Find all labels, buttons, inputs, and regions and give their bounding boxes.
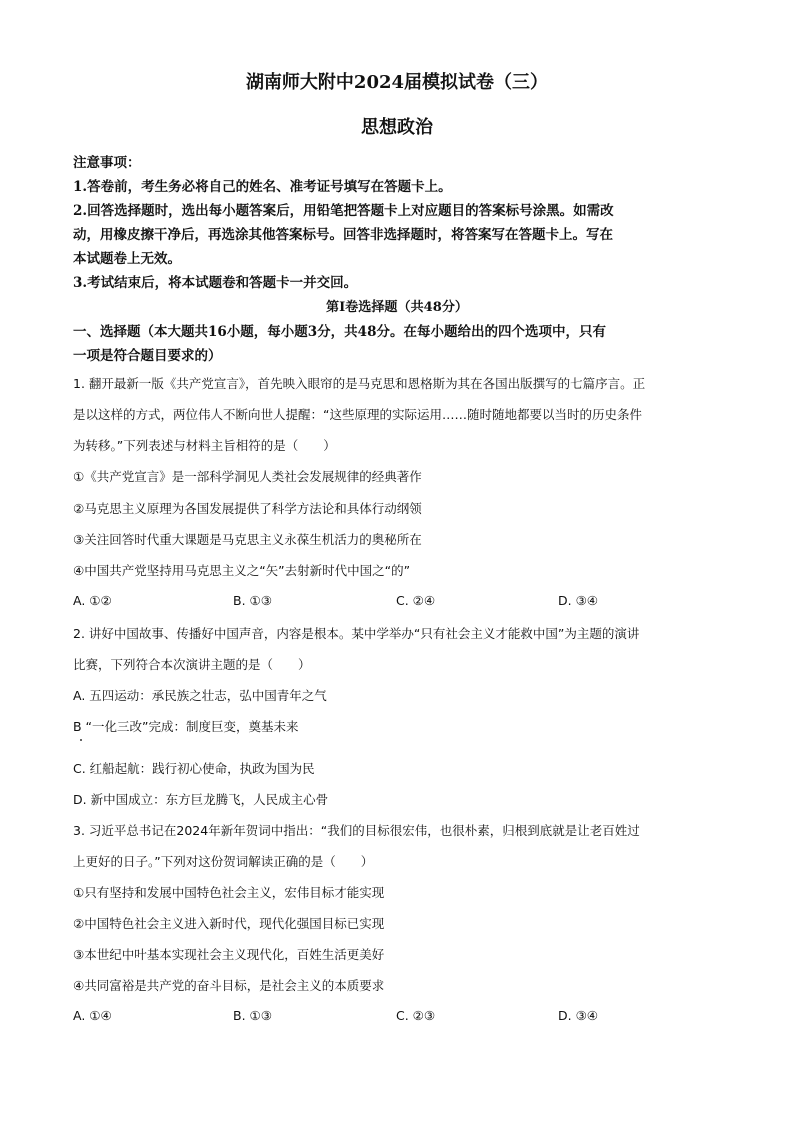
q2-option-a: A. 五四运动：承民族之壮志，弘中国青年之气 — [73, 688, 327, 703]
q3-stem-line-1: 3. 习近平总书记在2024年新年贺词中指出：“我们的目标很宏伟，也很朴素，归根到底就是让老百姓过 — [73, 823, 640, 838]
q1-statement-1: ①《共产党宣言》是一部科学洞见人类社会发展规律的经典著作 — [73, 469, 422, 484]
q3-statement-3: ③本世纪中叶基本实现社会主义现代化，百姓生活更美好 — [73, 947, 385, 962]
section-title: 第Ⅰ卷选择题（共48分） — [325, 300, 469, 315]
q2-option-d: D. 新中国成立：东方巨龙腾飞，人民成主心骨 — [73, 792, 329, 807]
q3-statement-2: ②中国特色社会主义进入新时代，现代化强国目标已实现 — [73, 916, 385, 931]
note-2-line-2: 动，用橡皮擦干净后，再选涂其他答案标号。回答非选择题时，将答案写在答题卡上。写在 — [73, 227, 613, 243]
q1-option-d: D. ③④ — [558, 593, 598, 608]
exam-title: 湖南师大附中2024届模拟试卷（三） — [245, 72, 549, 93]
q3-option-b: B. ①③ — [233, 1008, 272, 1023]
q1-statement-4: ④中国共产党坚持用马克思主义之“矢”去射新时代中国之“的” — [73, 563, 411, 578]
q1-stem-line-3: 为转移。”下列表述与材料主旨相符的是（ ） — [73, 438, 336, 453]
note-2-line-1: 2.回答选择题时，选出每小题答案后，用铅笔把答题卡上对应题目的答案标号涂黑。如需改 — [73, 203, 614, 219]
q2-stem-line-2: 比赛，下列符合本次演讲主题的是（ ） — [73, 657, 311, 672]
q1-option-a: A. ①② — [73, 593, 112, 608]
note-2-line-3: 本试题卷上无效。 — [73, 251, 181, 267]
q2-option-c: C. 红船起航：践行初心使命，执政为国为民 — [73, 761, 315, 776]
q1-option-c: C. ②④ — [396, 593, 436, 608]
q3-statement-1: ①只有坚持和发展中国特色社会主义，宏伟目标才能实现 — [73, 885, 385, 900]
q1-stem-line-1: 1. 翻开最新一版《共产党宣言》，首先映入眼帘的是马克思和恩格斯为其在各国出版撰写的七篇序言。正 — [73, 376, 646, 391]
q1-option-b: B. ①③ — [233, 593, 272, 608]
q3-stem-line-2: 上更好的日子。”下列对这份贺词解读正确的是（ ） — [73, 854, 374, 869]
subject-title: 思想政治 — [361, 117, 433, 138]
q1-stem-line-2: 是以这样的方式，两位伟人不断向世人提醒：“这些原理的实际运用……随时随地都要以当时的历史条件 — [73, 407, 642, 422]
q3-option-c: C. ②③ — [396, 1008, 436, 1023]
notes-heading: 注意事项： — [73, 155, 141, 171]
q2-option-b: B “一化三改”完成：制度巨变，奠基未来 — [73, 719, 299, 734]
section-intro-line-2: 一项是符合题目要求的） — [73, 348, 222, 364]
q1-statement-3: ③关注回答时代重大课题是马克思主义永葆生机活力的奥秘所在 — [73, 532, 422, 547]
q1-statement-2: ②马克思主义原理为各国发展提供了科学方法论和具体行动纲领 — [73, 501, 422, 516]
q3-option-a: A. ①④ — [73, 1008, 112, 1023]
q2-stem-line-1: 2. 讲好中国故事、传播好中国声音，内容是根本。某中学举办“只有社会主义才能救中国”为主题的演讲 — [73, 626, 640, 641]
note-3: 3.考试结束后，将本试题卷和答题卡一并交回。 — [73, 275, 358, 291]
q3-option-d: D. ③④ — [558, 1008, 598, 1023]
section-intro-line-1: 一、选择题（本大题共16小题，每小题3分，共48分。在每小题给出的四个选项中，只有 — [73, 324, 606, 340]
note-1: 1.答卷前，考生务必将自己的姓名、准考证号填写在答题卡上。 — [73, 179, 452, 195]
q3-statement-4: ④共同富裕是共产党的奋斗目标，是社会主义的本质要求 — [73, 978, 385, 993]
stray-mark — [80, 739, 82, 741]
